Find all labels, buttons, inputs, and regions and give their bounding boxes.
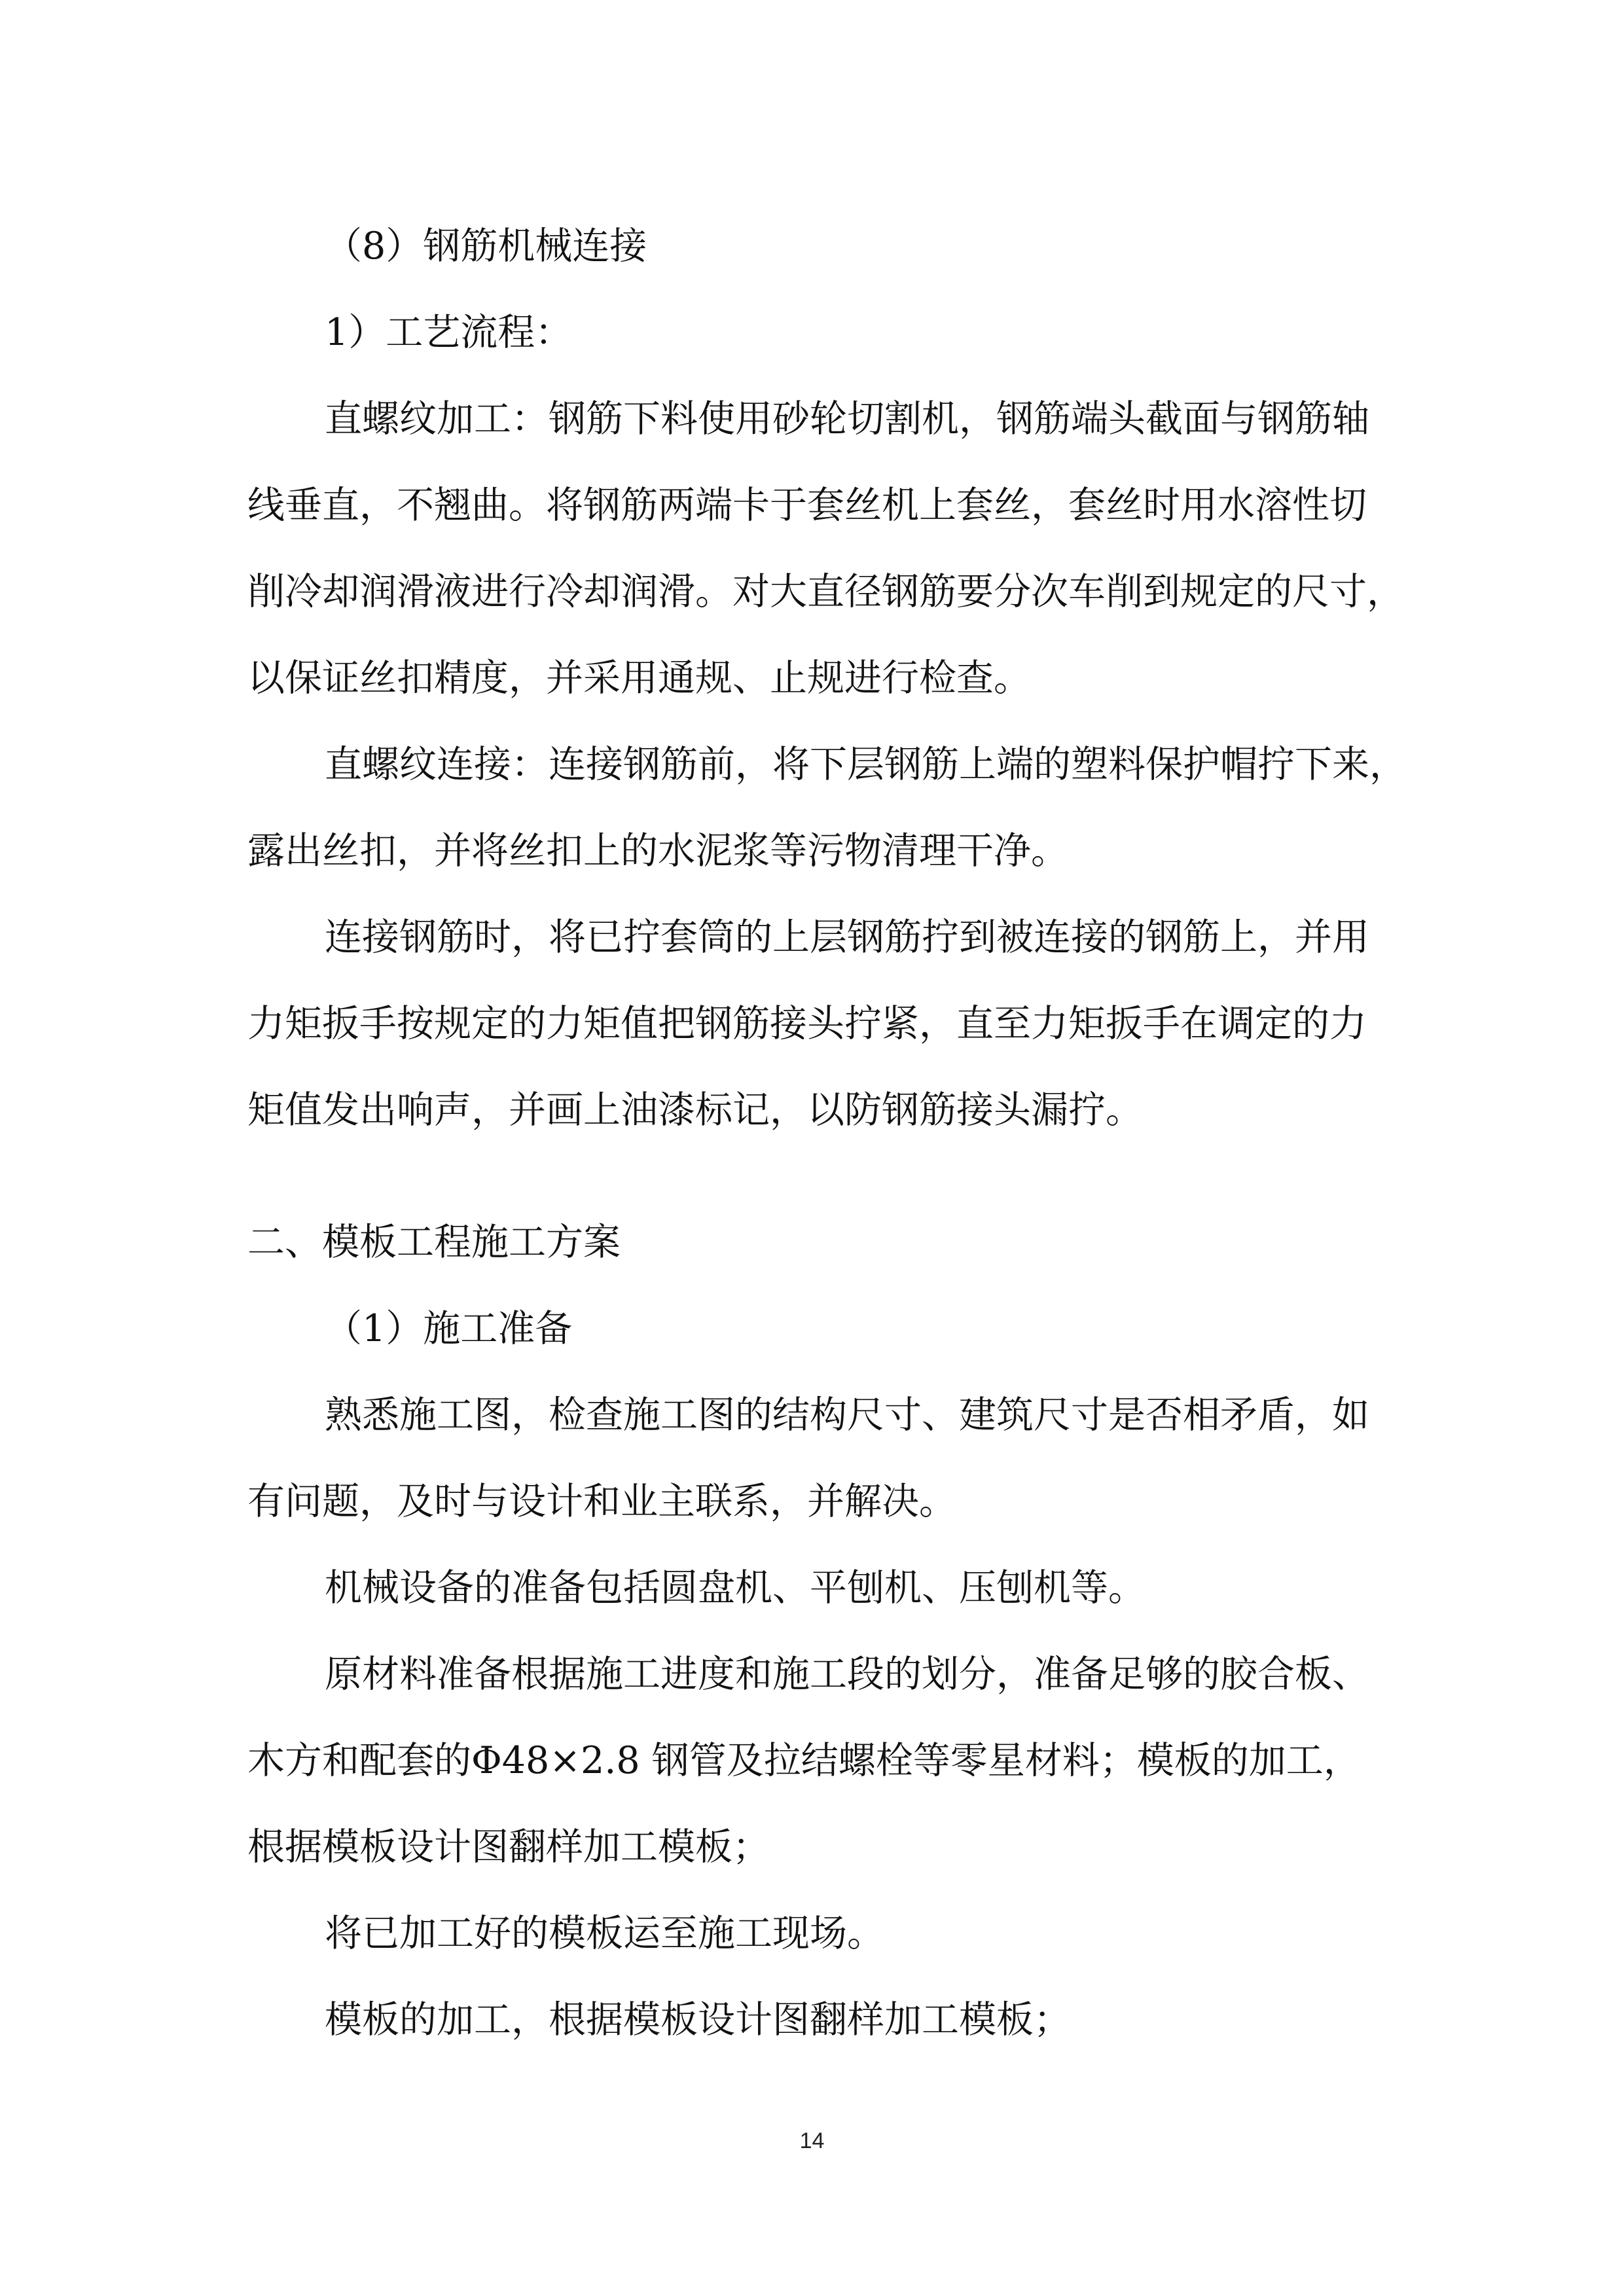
- paragraph-line: 露出丝扣，并将丝扣上的水泥浆等污物清理干净。: [247, 829, 1068, 872]
- paragraph-line: 木方和配套的Φ48×2.8 钢管及拉结螺栓等零星材料；模板的加工，: [247, 1739, 1361, 1782]
- subheading-construction-preparation: （1）施工准备: [325, 1307, 573, 1350]
- paragraph-line: 原材料准备根据施工进度和施工段的划分，准备足够的胶合板、: [325, 1653, 1369, 1696]
- paragraph-line: 以保证丝扣精度，并采用通规、止规进行检查。: [247, 656, 1031, 700]
- paragraph-line: 机械设备的准备包括圆盘机、平刨机、压刨机等。: [325, 1566, 1146, 1609]
- paragraph-line: 线垂直，不翘曲。将钢筋两端卡于套丝机上套丝，套丝时用水溶性切: [247, 484, 1367, 527]
- paragraph-line: 直螺纹加工：钢筋下料使用砂轮切割机，钢筋端头截面与钢筋轴: [325, 397, 1369, 440]
- page-content: [247, 203, 1407, 2063]
- paragraph-line: 有问题，及时与设计和业主联系，并解决。: [247, 1480, 956, 1523]
- paragraph-line: 模板的加工，根据模板设计图翻样加工模板；: [325, 1998, 1071, 2041]
- page-number: 14: [799, 2128, 825, 2153]
- subheading-process-flow: 1）工艺流程：: [325, 311, 573, 354]
- paragraph-line: 力矩扳手按规定的力矩值把钢筋接头拧紧，直至力矩扳手在调定的力: [247, 1002, 1367, 1045]
- paragraph-line: 根据模板设计图翻样加工模板；: [247, 1825, 770, 1869]
- paragraph-line: 熟悉施工图，检查施工图的结构尺寸、建筑尺寸是否相矛盾，如: [325, 1393, 1369, 1437]
- section-heading-rebar-mechanical-connection: （8）钢筋机械连接: [325, 224, 647, 268]
- paragraph-line: 连接钢筋时，将已拧套筒的上层钢筋拧到被连接的钢筋上，并用: [325, 916, 1369, 959]
- paragraph-line: 矩值发出响声，并画上油漆标记，以防钢筋接头漏拧。: [247, 1088, 1143, 1132]
- paragraph-line: 将已加工好的模板运至施工现场。: [325, 1912, 884, 1955]
- paragraph-line: 直螺纹连接：连接钢筋前，将下层钢筋上端的塑料保护帽拧下来，: [325, 743, 1407, 786]
- paragraph-line: 削冷却润滑液进行冷却润滑。对大直径钢筋要分次车削到规定的尺寸，: [247, 570, 1404, 613]
- section-heading-formwork-plan: 二、模板工程施工方案: [247, 1221, 621, 1264]
